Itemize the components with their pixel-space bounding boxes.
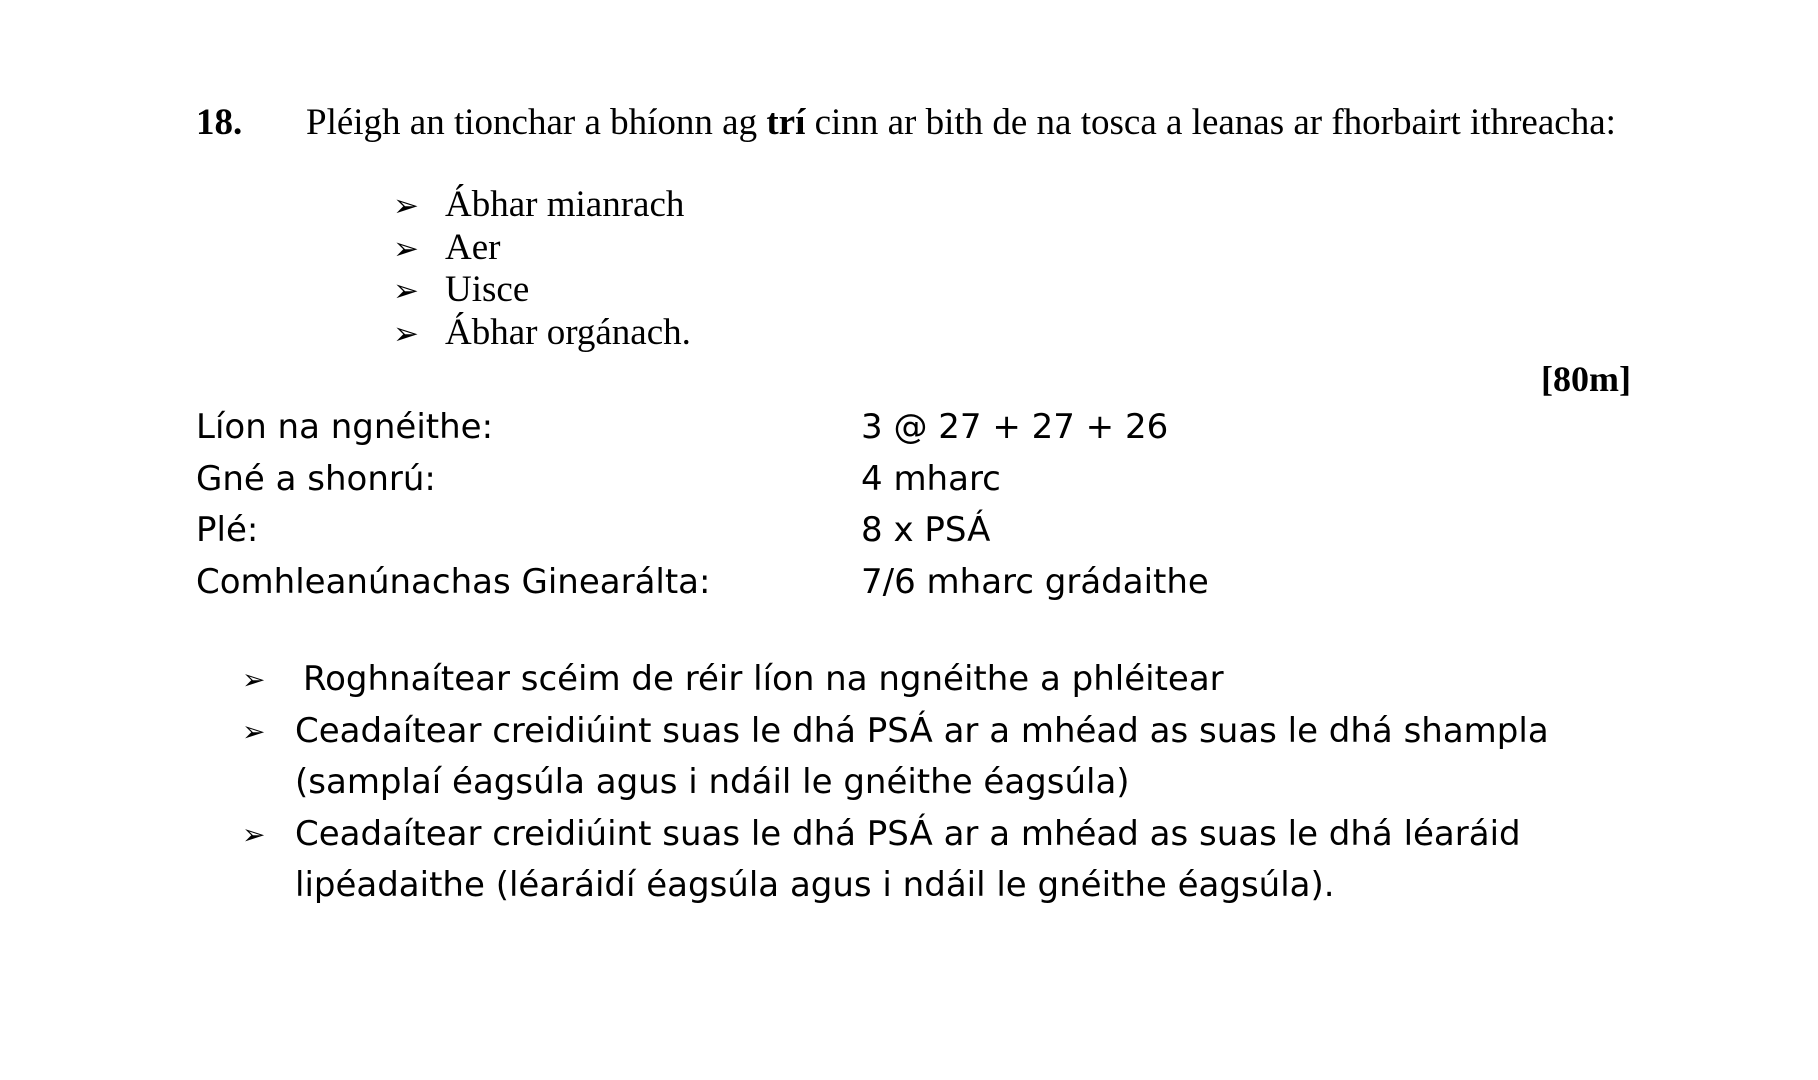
note-item — [242, 654, 1642, 706]
marks-total: [80m] — [1541, 359, 1631, 399]
factor-item — [393, 184, 691, 227]
arrowhead-bullet-icon: ➢ — [393, 273, 419, 308]
factor-item — [393, 312, 691, 355]
arrowhead-bullet-icon: ➢ — [393, 315, 419, 351]
question-number: 18. — [196, 102, 243, 143]
scheme-value: 8 x PSÁ — [861, 510, 991, 550]
scheme-value: 7/6 mharc grádaithe — [861, 561, 1209, 602]
marking-scheme — [196, 402, 1396, 608]
scheme-row — [196, 454, 1396, 506]
arrowhead-bullet-icon: ➢ — [393, 188, 419, 223]
factor-label: Aer — [445, 226, 501, 268]
scheme-label: Plé: — [196, 510, 259, 550]
question-heading — [196, 101, 1616, 145]
note-item — [242, 706, 1642, 809]
scheme-value: 3 @ 27 + 27 + 26 — [861, 407, 1169, 447]
arrowhead-bullet-icon: ➢ — [242, 663, 266, 696]
scheme-row — [196, 557, 1396, 609]
factor-item — [393, 227, 691, 270]
factor-label: Ábhar mianrach — [445, 184, 685, 225]
note-text: Ceadaítear creidiúint suas le dhá PSÁ ar a mhéad as suas le dhá léaráid lipéadaithe (léaráidí éagsúla agus i ndáil le gnéithe éagsúla). — [295, 813, 1521, 905]
note-text: Roghnaítear scéim de réir líon na ngnéithe a phléitear — [303, 659, 1224, 699]
scheme-row — [196, 505, 1396, 557]
scheme-label: Comhleanúnachas Ginearálta: — [196, 561, 711, 602]
scheme-label: Líon na ngnéithe: — [196, 407, 494, 447]
arrowhead-bullet-icon: ➢ — [242, 817, 266, 851]
scheme-value: 4 mharc — [861, 458, 1001, 499]
question-text-end: cinn ar bith de na tosca a leanas ar fhorbairt ithreacha: — [805, 102, 1616, 143]
factor-item — [393, 269, 691, 312]
note-item — [242, 809, 1642, 912]
scheme-row — [196, 402, 1396, 454]
factor-label: Uisce — [445, 269, 530, 310]
factor-list — [393, 184, 691, 354]
marking-notes — [242, 654, 1642, 912]
factor-label: Ábhar orgánach. — [445, 311, 691, 353]
arrowhead-bullet-icon: ➢ — [393, 230, 419, 266]
arrowhead-bullet-icon: ➢ — [242, 714, 266, 748]
note-text: Ceadaítear creidiúint suas le dhá PSÁ ar a mhéad as suas le dhá shampla (samplaí éagsúla agus i ndáil le gnéithe éagsúla) — [295, 710, 1549, 802]
scheme-label: Gné a shonrú: — [196, 458, 436, 499]
question-text-start: Pléigh an tionchar a bhíonn ag — [306, 102, 767, 143]
question-text-emphasis: trí — [766, 102, 806, 143]
